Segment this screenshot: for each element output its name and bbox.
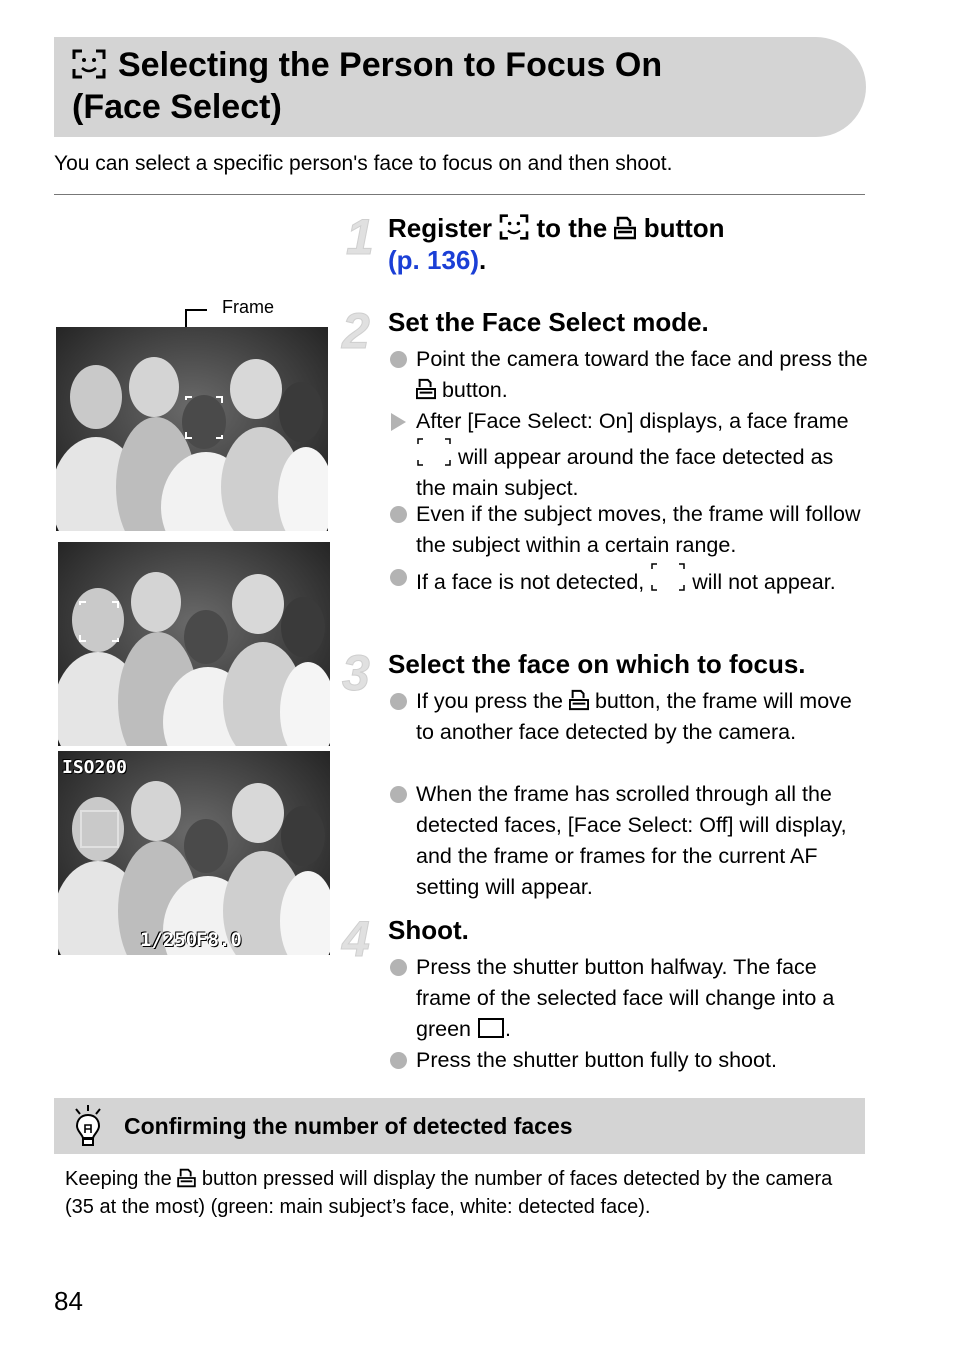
- list-item: When the frame has scrolled through all the detected faces, [Face Select: Off] will display, and the frame or frames for the current AF setting will appear.: [388, 779, 868, 903]
- bullet-icon: [390, 569, 407, 586]
- osd-iso: ISO200: [62, 757, 128, 778]
- page-title: [72, 44, 832, 128]
- intro-text: You can select a specific person's face to focus on and then shoot.: [54, 152, 673, 175]
- list-item: After [Face Select: On] displays, a face frame will appear around the face detected as the main subject.: [388, 406, 868, 504]
- photo-shooting-screen: [58, 751, 330, 955]
- osd-shutter: 1/250: [140, 929, 198, 951]
- step-1-text: Register: [388, 213, 500, 243]
- step-number: 2: [342, 303, 370, 359]
- bullet-icon: [390, 351, 407, 368]
- bullet-icon: [390, 1052, 407, 1069]
- tip-body: Keeping the button pressed will display the number of faces detected by the camera (35 at the most) (green: main subject’s face, white: detected face).: [65, 1168, 833, 1218]
- title-line2: (Face Select): [72, 88, 282, 126]
- step-number: 4: [342, 911, 370, 967]
- face-select-icon: [72, 49, 106, 79]
- bullet-icon: [390, 786, 407, 803]
- list-item: Press the shutter button halfway. The face frame of the selected face will change into a green .: [388, 952, 868, 1045]
- face-frame-icon: [650, 562, 686, 592]
- list-item: Even if the subject moves, the frame will follow the subject within a certain range.: [388, 499, 868, 561]
- page-number: 84: [54, 1286, 83, 1316]
- bullet-icon: [390, 506, 407, 523]
- bullet-icon: [390, 693, 407, 710]
- photo-face-select-moved: [58, 542, 330, 746]
- list-item: Point the camera toward the face and press the button.: [388, 344, 868, 406]
- title-line1: Selecting the Person to Focus On: [118, 46, 663, 84]
- print-share-icon: [416, 378, 436, 400]
- result-arrow-icon: [391, 413, 406, 431]
- step-number: 3: [342, 645, 370, 701]
- list-item: If you press the button, the frame will move to another face detected by the camera.: [388, 686, 868, 748]
- step-2-heading: Set the Face Select mode.: [388, 307, 709, 337]
- af-frame-icon: [477, 1017, 505, 1039]
- bullet-icon: [390, 959, 407, 976]
- step-4-heading: Shoot.: [388, 915, 469, 945]
- step-number: 1: [346, 209, 374, 265]
- step-3-heading: Select the face on which to focus.: [388, 649, 806, 679]
- divider: [54, 194, 865, 195]
- print-share-icon: [569, 689, 589, 711]
- frame-label: Frame: [222, 297, 275, 317]
- print-share-icon: [177, 1168, 196, 1188]
- step-1-text: to the: [529, 213, 615, 243]
- list-item: Press the shutter button fully to shoot.: [388, 1045, 868, 1076]
- list-item: If a face is not detected, will not appear.: [388, 562, 868, 598]
- tip-title: Confirming the number of detected faces: [124, 1113, 573, 1139]
- page-link[interactable]: (p. 136): [388, 245, 480, 275]
- face-select-icon: [499, 214, 529, 240]
- step-1-text: button: [636, 213, 725, 243]
- face-frame-icon: [416, 437, 452, 467]
- osd-aperture: F8.0: [196, 929, 242, 951]
- frame-callout-line: [185, 309, 207, 311]
- lightbulb-icon: [72, 1103, 104, 1149]
- step-1-text: .: [479, 245, 487, 275]
- step-1-heading: [388, 212, 725, 276]
- print-share-icon: [614, 216, 636, 240]
- photo-face-select-on: [56, 327, 328, 531]
